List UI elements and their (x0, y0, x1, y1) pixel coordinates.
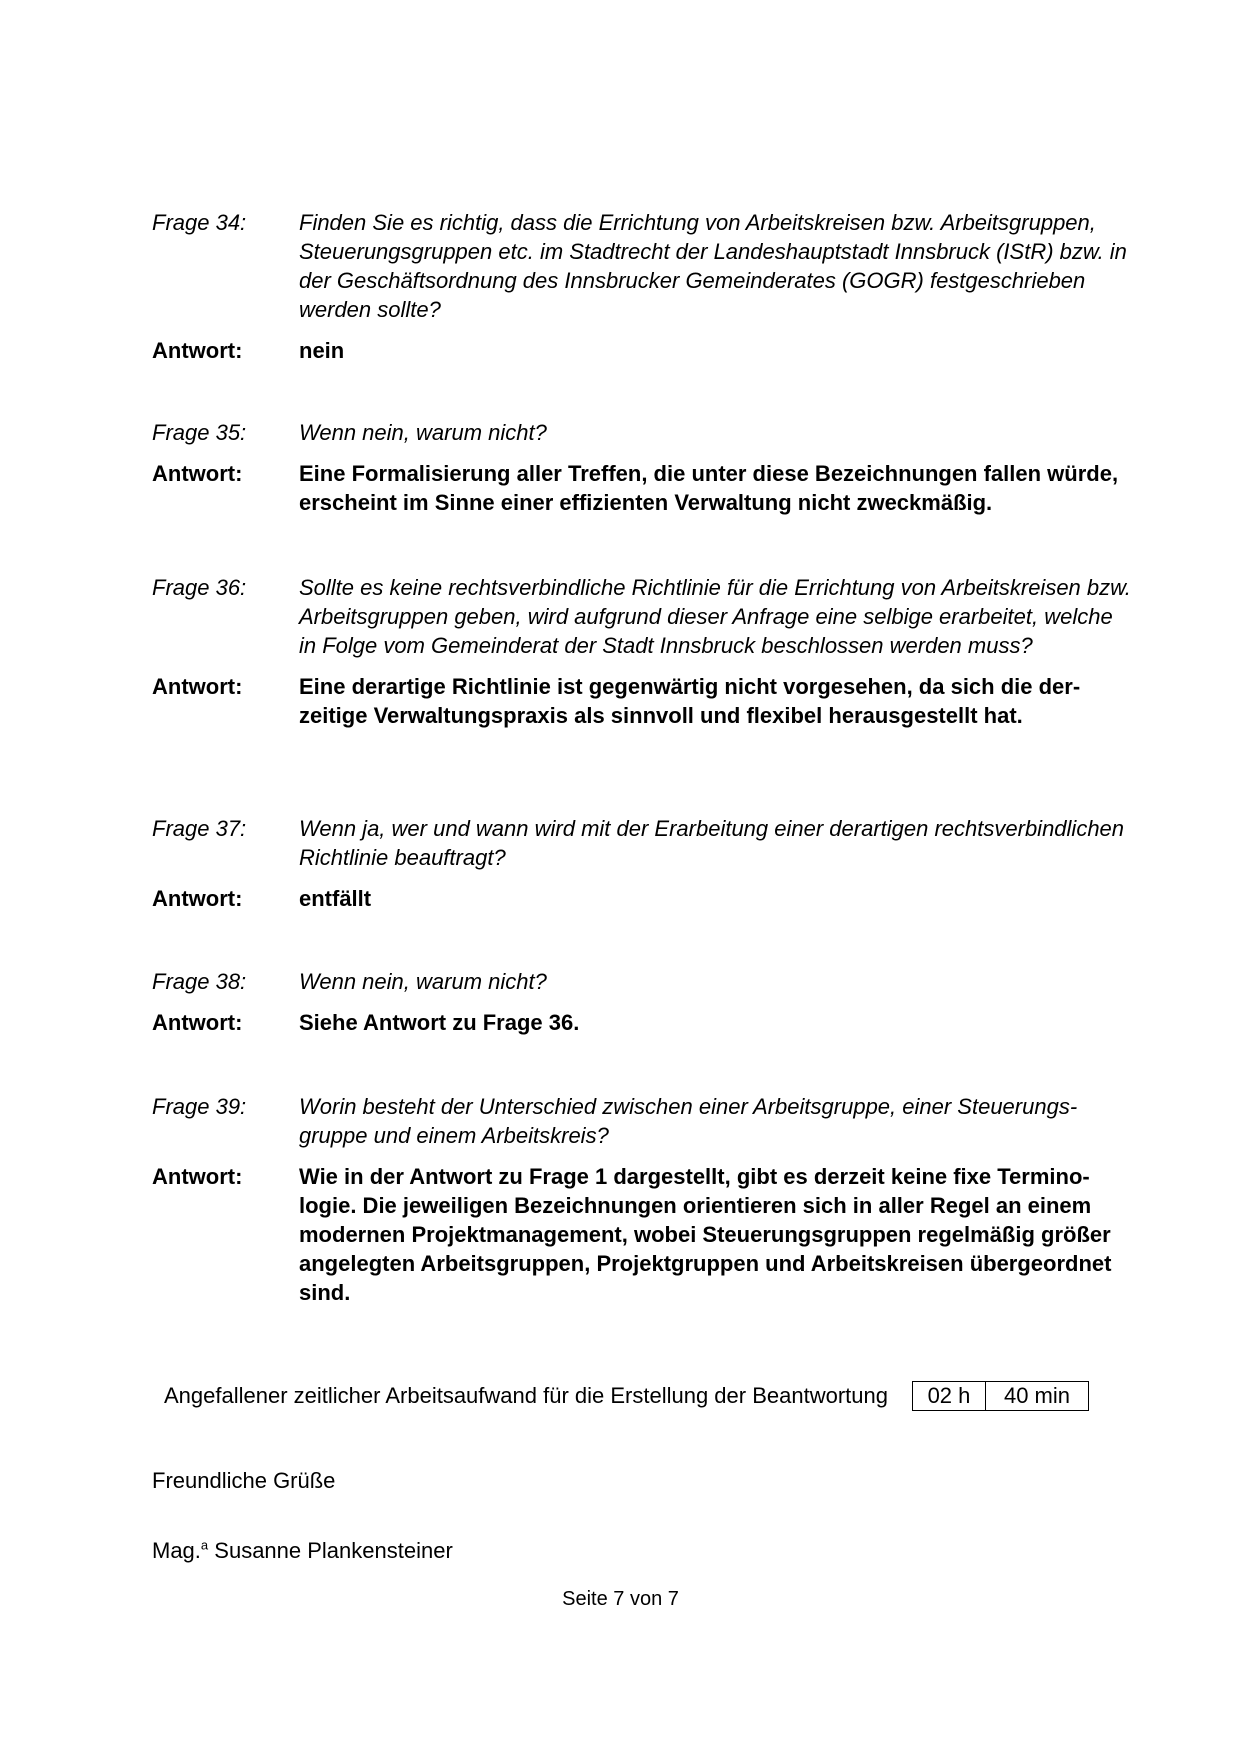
effort-minutes: 40 min (1003, 1383, 1070, 1408)
answer-label: Antwort: (152, 338, 243, 363)
question-text: Wenn nein, warum nicht? (299, 969, 547, 994)
signature-prefix: Mag. (152, 1538, 201, 1563)
answer-label: Antwort: (152, 674, 243, 699)
answer-label: Antwort: (152, 1010, 243, 1035)
question-text: Sollte es keine rechtsverbindliche Richtlinie für die Errichtung von Arbeitskreisen bzw. Arbeitsgruppen geben, wird aufgrund dieser Anfrage eine selbige erarbeitet, welche in Folge vom Gemeinderat der Stadt Innsbruck beschlossen werden muss? (299, 575, 1131, 658)
question-text: Finden Sie es richtig, dass die Errichtung von Arbeitskreisen bzw. Arbeitsgruppen, Steuerungsgruppen etc. im Stadtrecht der Landeshauptstadt Innsbruck (IStR) bzw. in der Geschäftsordnung des Innsbrucker Gemeinderates (GOGR) festgeschrieben werden sollte? (299, 210, 1127, 322)
qa-block-38 (152, 967, 1132, 1037)
question-text: Worin besteht der Unterschied zwischen einer Arbeitsgruppe, einer Steuerungsgruppe und einem Arbeitskreis? (299, 1094, 1078, 1148)
qa-block-36 (152, 573, 1132, 730)
answer-text: Wie in der Antwort zu Frage 1 dargestellt, gibt es derzeit keine fixe Terminologie. Die jeweiligen Bezeichnungen orientieren sich in aller Regel an einem modernen Projektmanagement, wobei Steuerungsgruppen regelmäßig größer angelegten Arbeitsgruppen, Projektgruppen und Arbeitskreisen übergeordnet sind. (299, 1164, 1112, 1305)
question-text: Wenn ja, wer und wann wird mit der Erarbeitung einer derartigen rechtsverbindlichen Richtlinie beauftragt? (299, 816, 1125, 870)
answer-label: Antwort: (152, 461, 243, 486)
answer-row (152, 459, 1132, 517)
question-row (152, 573, 1132, 660)
answer-row (152, 884, 1132, 913)
signature-sup: a (200, 1537, 209, 1553)
effort-line (164, 1381, 1124, 1411)
answer-label: Antwort: (152, 1164, 243, 1189)
answer-text: Eine Formalisierung aller Treffen, die unter diese Bezeichnungen fallen würde, erscheint im Sinne einer effizienten Verwaltung nicht zweckmäßig. (299, 461, 1119, 515)
signature-name: Susanne Plankensteiner (214, 1538, 453, 1563)
qa-block-35 (152, 418, 1132, 517)
question-label: Frage 35: (152, 420, 247, 445)
question-text: Wenn nein, warum nicht? (299, 420, 547, 445)
answer-row (152, 672, 1132, 730)
question-row (152, 814, 1132, 872)
question-label: Frage 38: (152, 969, 247, 994)
answer-text: entfällt (299, 886, 372, 911)
question-row (152, 1092, 1132, 1150)
qa-block-37 (152, 814, 1132, 913)
answer-text: Siehe Antwort zu Frage 36. (299, 1010, 580, 1035)
question-label: Frage 34: (152, 210, 247, 235)
answer-row (152, 1008, 1132, 1037)
page-number: Seite 7 von 7 (562, 1588, 679, 1610)
question-label: Frage 39: (152, 1094, 247, 1119)
closing-greeting: Freundliche Grüße (152, 1468, 336, 1493)
answer-text: nein (299, 338, 345, 363)
question-row (152, 208, 1132, 324)
question-row (152, 418, 1132, 447)
question-label: Frage 37: (152, 816, 247, 841)
question-row (152, 967, 1132, 996)
qa-block-39 (152, 1092, 1132, 1307)
answer-text: Eine derartige Richtlinie ist gegenwärtig nicht vorgesehen, da sich die derzeitige Verwaltungspraxis als sinnvoll und flexibel herausgestellt hat. (299, 674, 1081, 728)
question-label: Frage 36: (152, 575, 247, 600)
effort-label: Angefallener zeitlicher Arbeitsaufwand für die Erstellung der Beantwortung (164, 1383, 888, 1408)
answer-row (152, 1162, 1132, 1307)
qa-block-34 (152, 208, 1132, 365)
effort-box (912, 1381, 1089, 1411)
answer-label: Antwort: (152, 886, 243, 911)
signature (152, 1538, 453, 1564)
answer-row (152, 336, 1132, 365)
effort-hours: 02 h (913, 1382, 986, 1410)
